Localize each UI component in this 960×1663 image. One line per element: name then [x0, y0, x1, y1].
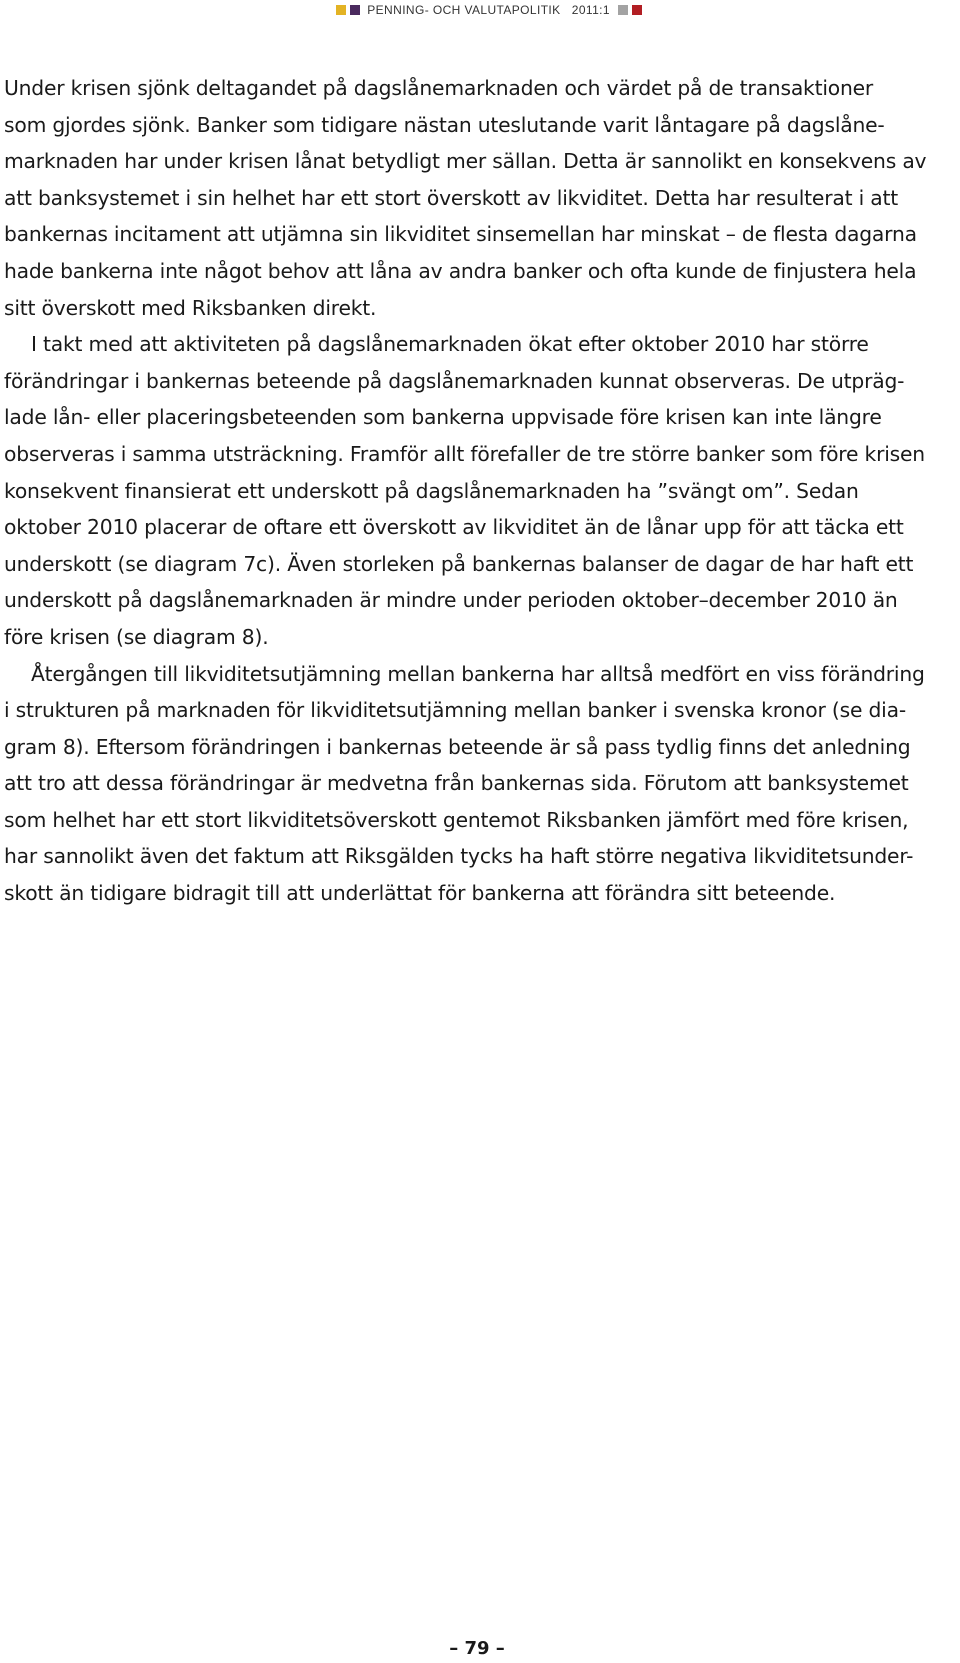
text-line: i strukturen på marknaden för likviditetsutjämning mellan banker i svenska kronor (se dia-: [4, 698, 906, 723]
text-line: hade bankerna inte något behov att låna av andra banker och ofta kunde de finjustera hela: [4, 258, 917, 283]
text-line: I takt med att aktiviteten på dagslånemarknaden ökat efter oktober 2010 har större: [31, 332, 869, 357]
text-line: har sannolikt även det faktum att Riksgälden tycks ha haft större negativa likviditetsunder-: [4, 844, 914, 869]
paragraph-3: [4, 656, 959, 912]
text-line: som gjordes sjönk. Banker som tidigare nästan uteslutande varit låntagare på dagslåne-: [4, 112, 885, 137]
paragraph-2: [4, 326, 959, 655]
running-header: [336, 2, 642, 18]
text-line: skott än tidigare bidragit till att underlättat för bankerna att förändra sitt beteende.: [4, 881, 836, 906]
text-line: underskott (se diagram 7c). Även storleken på bankernas balanser de dagar de har haft ett: [4, 551, 914, 576]
text-line: observeras i samma utsträckning. Framför allt förefaller de tre större banker som före krisen: [4, 441, 925, 466]
publication-title: PENNING- OCH VALUTAPOLITIK: [367, 3, 561, 17]
text-line: att banksystemet i sin helhet har ett stort överskott av likviditet. Detta har resulterat i att: [4, 185, 898, 210]
header-square-red-icon: [632, 5, 642, 15]
text-line: sitt överskott med Riksbanken direkt.: [4, 295, 377, 320]
text-line: lade lån- eller placeringsbeteenden som bankerna uppvisade före krisen kan inte längre: [4, 405, 882, 430]
text-line: Återgången till likviditetsutjämning mellan bankerna har alltså medfört en viss förändring: [31, 661, 925, 686]
text-line: bankernas incitament att utjämna sin likviditet sinsemellan har minskat – de flesta dagarna: [4, 222, 917, 247]
header-square-yellow-icon: [336, 5, 346, 15]
header-title: [367, 3, 610, 17]
publication-issue: 2011:1: [571, 3, 610, 17]
article-body: [4, 70, 959, 912]
text-line: förändringar i bankernas beteende på dagslånemarknaden kunnat observeras. De utpräg-: [4, 368, 905, 393]
header-square-gray-icon: [618, 5, 628, 15]
paragraph-1: [4, 70, 959, 326]
text-line: oktober 2010 placerar de oftare ett överskott av likviditet än de lånar upp för att täcka ett: [4, 515, 904, 540]
text-line: som helhet har ett stort likviditetsöverskott gentemot Riksbanken jämfört med före krisen,: [4, 807, 909, 832]
text-line: före krisen (se diagram 8).: [4, 624, 269, 649]
text-line: konsekvent finansierat ett underskott på dagslånemarknaden ha ”svängt om”. Sedan: [4, 478, 859, 503]
header-square-purple-icon: [350, 5, 360, 15]
text-line: marknaden har under krisen lånat betydligt mer sällan. Detta är sannolikt en konsekvens av: [4, 149, 927, 174]
text-line: att tro att dessa förändringar är medvetna från bankernas sida. Förutom att banksystemet: [4, 771, 909, 796]
text-line: Under krisen sjönk deltagandet på dagslånemarknaden och värdet på de transaktioner: [4, 76, 874, 100]
page-number: – 79 –: [449, 1638, 505, 1659]
text-line: underskott på dagslånemarknaden är mindre under perioden oktober–december 2010 än: [4, 588, 898, 613]
text-line: gram 8). Eftersom förändringen i bankernas beteende är så pass tydlig finns det anledning: [4, 734, 911, 759]
